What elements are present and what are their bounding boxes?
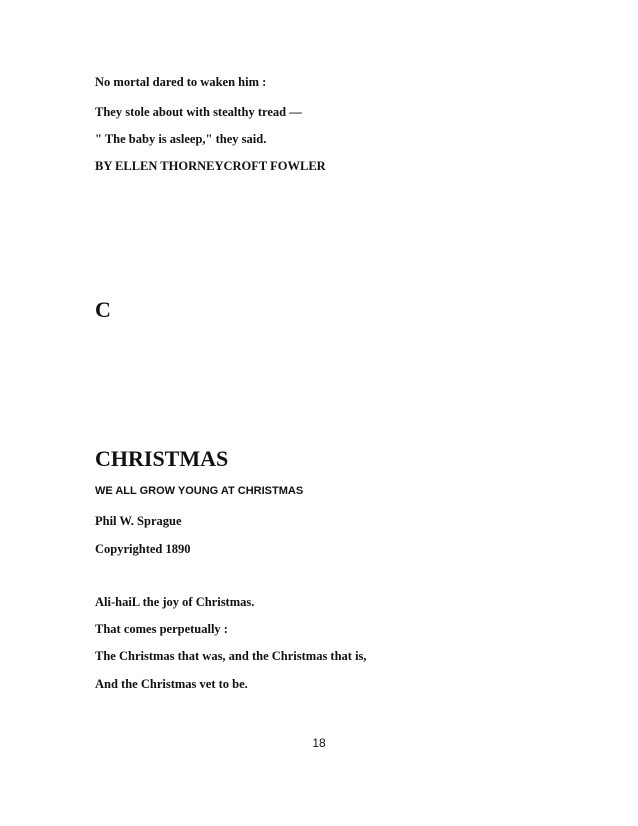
page-number: 18: [312, 736, 326, 750]
poem-title: WE ALL GROW YOUNG AT CHRISTMAS: [95, 485, 304, 497]
verse-line: No mortal dared to waken him :: [95, 75, 267, 89]
verse-line: That comes perpetually :: [95, 622, 228, 636]
verse-line: " The baby is asleep," they said.: [95, 132, 267, 146]
copyright-line: Copyrighted 1890: [95, 542, 191, 556]
poem-author: Phil W. Sprague: [95, 514, 182, 528]
verse-line: They stole about with stealthy tread —: [95, 105, 302, 119]
verse-author: BY ELLEN THORNEYCROFT FOWLER: [95, 159, 326, 173]
section-letter: C: [95, 297, 111, 322]
verse-line: The Christmas that was, and the Christmas that is,: [95, 649, 367, 663]
section-title: CHRISTMAS: [95, 446, 229, 471]
verse-line: And the Christmas vet to be.: [95, 677, 248, 691]
verse-line: Ali-haiL the joy of Christmas.: [95, 595, 255, 609]
